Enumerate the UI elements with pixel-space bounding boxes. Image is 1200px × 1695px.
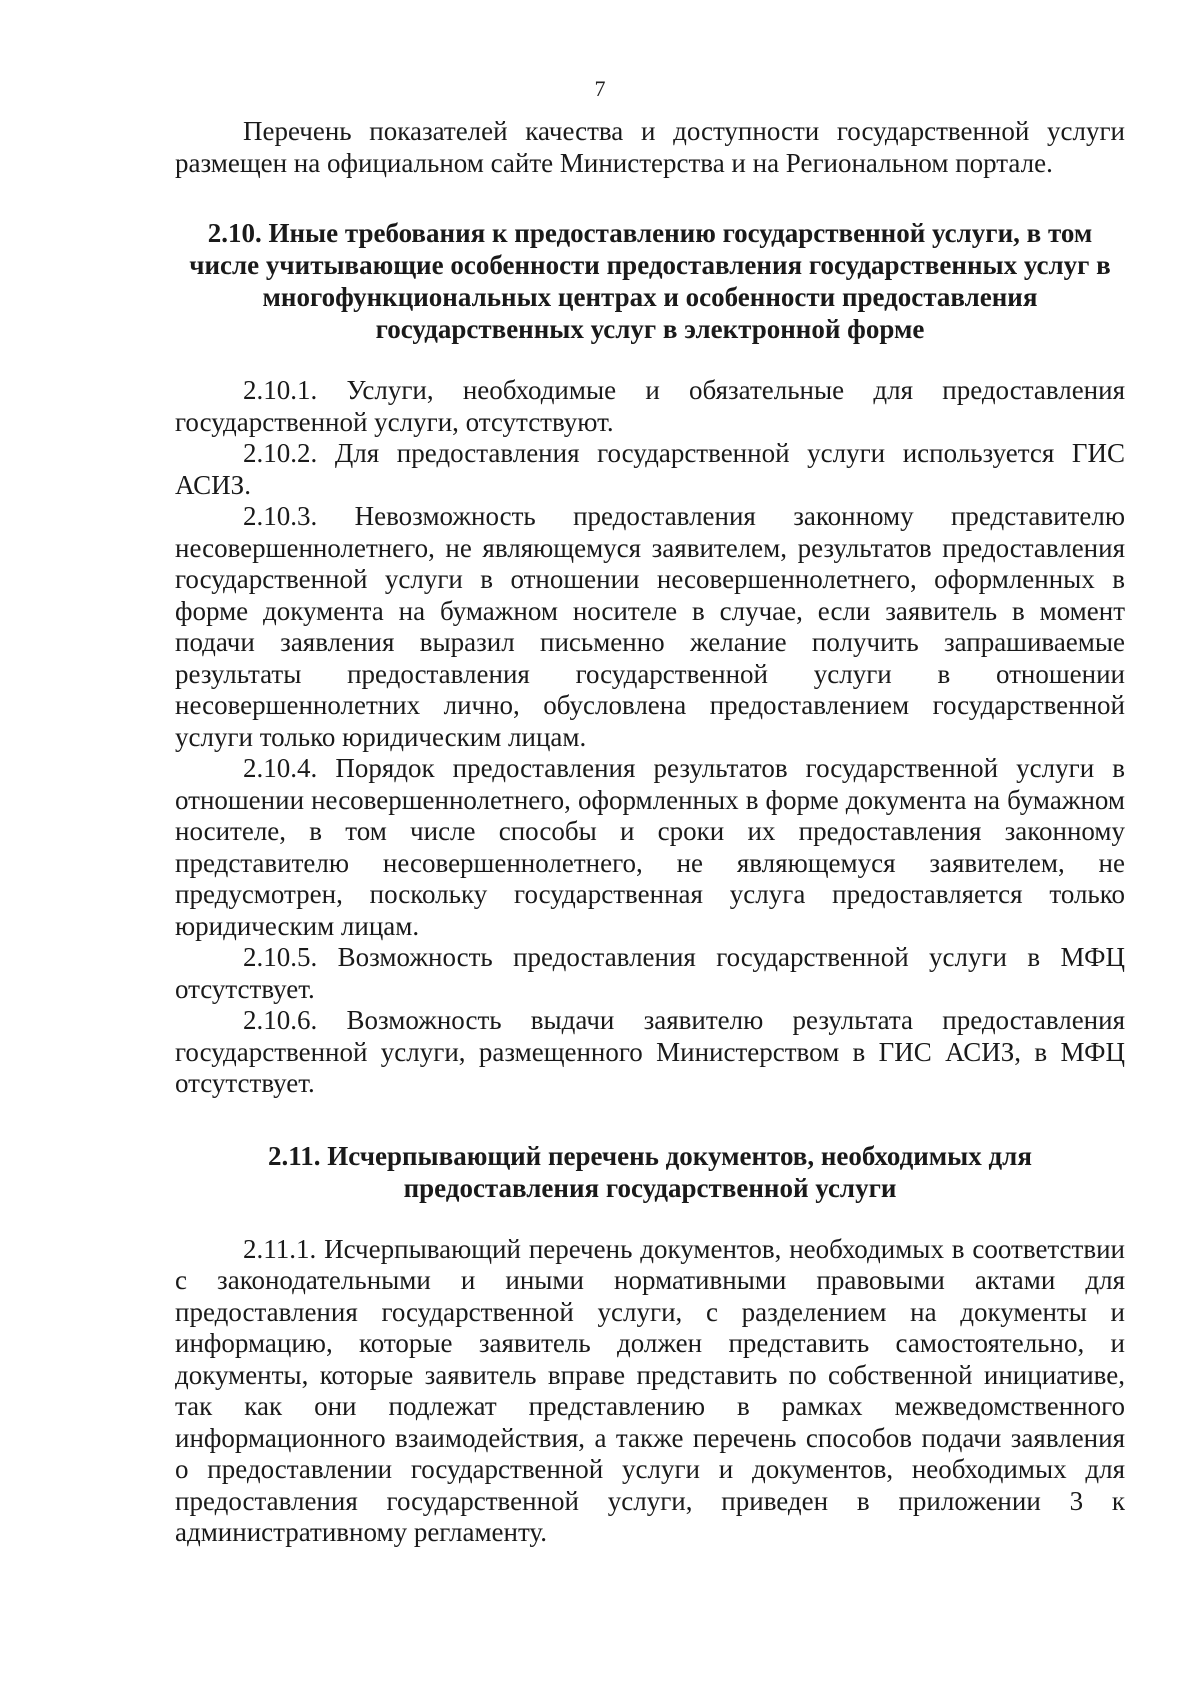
paragraph-2-10-3: 2.10.3. Невозможность предоставления законному представителю несовершеннолетнего, не являющемуся заявителем, результатов предоставления государственной услуги в отношении несовершеннолетнего, оформленных в форме документа на бумажном носителе в случае, если заявитель в момент подачи заявления выразил письменно желание получить запрашиваемые результаты предоставления государственной услуги в отношении несовершеннолетних лично, обусловлена предоставлением государственной услуги только юридическим лицам. xyxy=(175,501,1125,752)
paragraph-2-10-6: 2.10.6. Возможность выдачи заявителю результата предоставления государственной услуги, размещенного Министерством в ГИС АСИЗ, в МФЦ отсутствует. xyxy=(175,1005,1125,1098)
paragraph-2-11-1: 2.11.1. Исчерпывающий перечень документов, необходимых в соответствии с законодательными и иными нормативными правовыми актами для предоставления государственной услуги, с разделением на документы и информацию, которые заявитель должен представить самостоятельно, и документы, которые заявитель вправе представить по собственной инициативе, так как они подлежат представлению в рамках межведомственного информационного взаимодействия, а также перечень способов подачи заявления о предоставлении государственной услуги и документов, необходимых для предоставления государственной услуги, приведен в приложении 3 к административному регламенту. xyxy=(175,1233,1125,1547)
intro-paragraph: Перечень показателей качества и доступности государственной услуги размещен на официальном сайте Министерства и на Региональном портале. xyxy=(175,116,1125,178)
document-body xyxy=(175,116,1125,1549)
section-heading-2-10: 2.10. Иные требования к предоставлению государственной услуги, в том числе учитывающие особенности предоставления государственных услуг в многофункциональных центрах и особенности предоставления государственных услуг в электронной форме xyxy=(189,218,1111,344)
paragraph-2-10-2: 2.10.2. Для предоставления государственной услуги используется ГИС АСИЗ. xyxy=(175,438,1125,500)
page-number: 7 xyxy=(594,76,606,101)
paragraph-2-10-4: 2.10.4. Порядок предоставления результатов государственной услуги в отношении несовершеннолетнего, оформленных в форме документа на бумажном носителе, в том числе способы и сроки их предоставления законному представителю несовершеннолетнего, не являющемуся заявителем, не предусмотрен, поскольку государственная услуга предоставляется только юридическим лицам. xyxy=(175,753,1125,941)
paragraph-2-10-5: 2.10.5. Возможность предоставления государственной услуги в МФЦ отсутствует. xyxy=(175,942,1125,1004)
paragraph-2-10-1: 2.10.1. Услуги, необходимые и обязательные для предоставления государственной услуги, отсутствуют. xyxy=(175,375,1125,437)
section-heading-2-11: 2.11. Исчерпывающий перечень документов, необходимых для предоставления государственной услуги xyxy=(268,1140,1032,1203)
